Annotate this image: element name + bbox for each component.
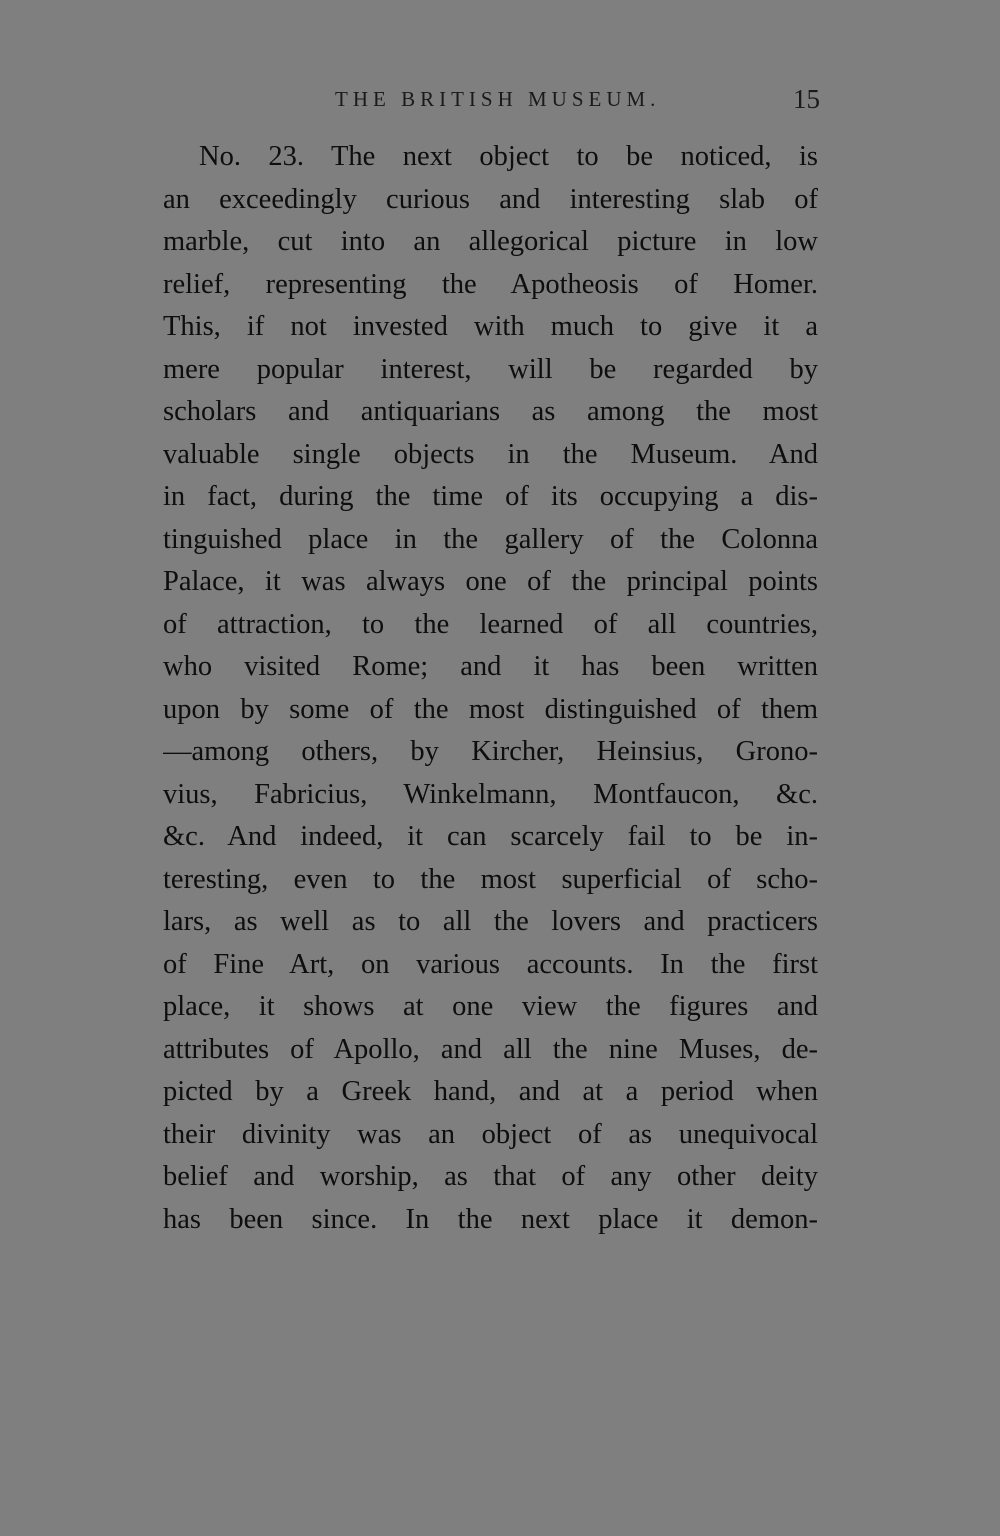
text-line: their divinity was an object of as unequivocal bbox=[163, 1118, 818, 1150]
text-line: mere popular interest, will be regarded by bbox=[163, 353, 818, 385]
text-line: This, if not invested with much to give it a bbox=[163, 311, 818, 342]
page-number: 15 bbox=[793, 84, 820, 114]
text-line: vius, Fabricius, Winkelmann, Montfaucon, &c. bbox=[163, 778, 818, 810]
text-line: who visited Rome; and it has been written bbox=[163, 651, 818, 682]
text-line: valuable single objects in the Museum. And bbox=[163, 438, 818, 470]
text-line: scholars and antiquarians as among the most bbox=[163, 396, 818, 427]
text-line: lars, as well as to all the lovers and practicers bbox=[163, 906, 818, 937]
running-head bbox=[160, 82, 832, 116]
text-line: &c. And indeed, it can scarcely fail to be in- bbox=[163, 821, 818, 852]
text-line: has been since. In the next place it demon- bbox=[163, 1203, 818, 1235]
text-line: Palace, it was always one of the principal points bbox=[163, 566, 818, 597]
text-line: an exceedingly curious and interesting slab of bbox=[163, 183, 818, 215]
text-line: upon by some of the most distinguished of them bbox=[163, 693, 818, 725]
text-line: —among others, by Kircher, Heinsius, Grono- bbox=[163, 736, 818, 767]
running-title: THE BRITISH MUSEUM. bbox=[335, 87, 661, 111]
text-line: attributes of Apollo, and all the nine Muses, de- bbox=[163, 1033, 818, 1065]
text-line: tinguished place in the gallery of the Colonna bbox=[163, 523, 818, 555]
text-line: teresting, even to the most superficial of scho- bbox=[163, 863, 818, 895]
text-line: No. 23. The next object to be noticed, is bbox=[199, 141, 818, 172]
text-line: place, it shows at one view the figures and bbox=[163, 991, 818, 1022]
body-text bbox=[163, 136, 818, 1241]
text-line: in fact, during the time of its occupying a dis- bbox=[163, 481, 818, 512]
text-line: of attraction, to the learned of all countries, bbox=[163, 608, 818, 640]
text-line: marble, cut into an allegorical picture in low bbox=[163, 226, 818, 257]
text-line: of Fine Art, on various accounts. In the first bbox=[163, 948, 818, 980]
text-line: relief, representing the Apotheosis of Homer. bbox=[163, 268, 818, 300]
text-line: belief and worship, as that of any other deity bbox=[163, 1161, 818, 1192]
text-line: picted by a Greek hand, and at a period when bbox=[163, 1076, 818, 1107]
